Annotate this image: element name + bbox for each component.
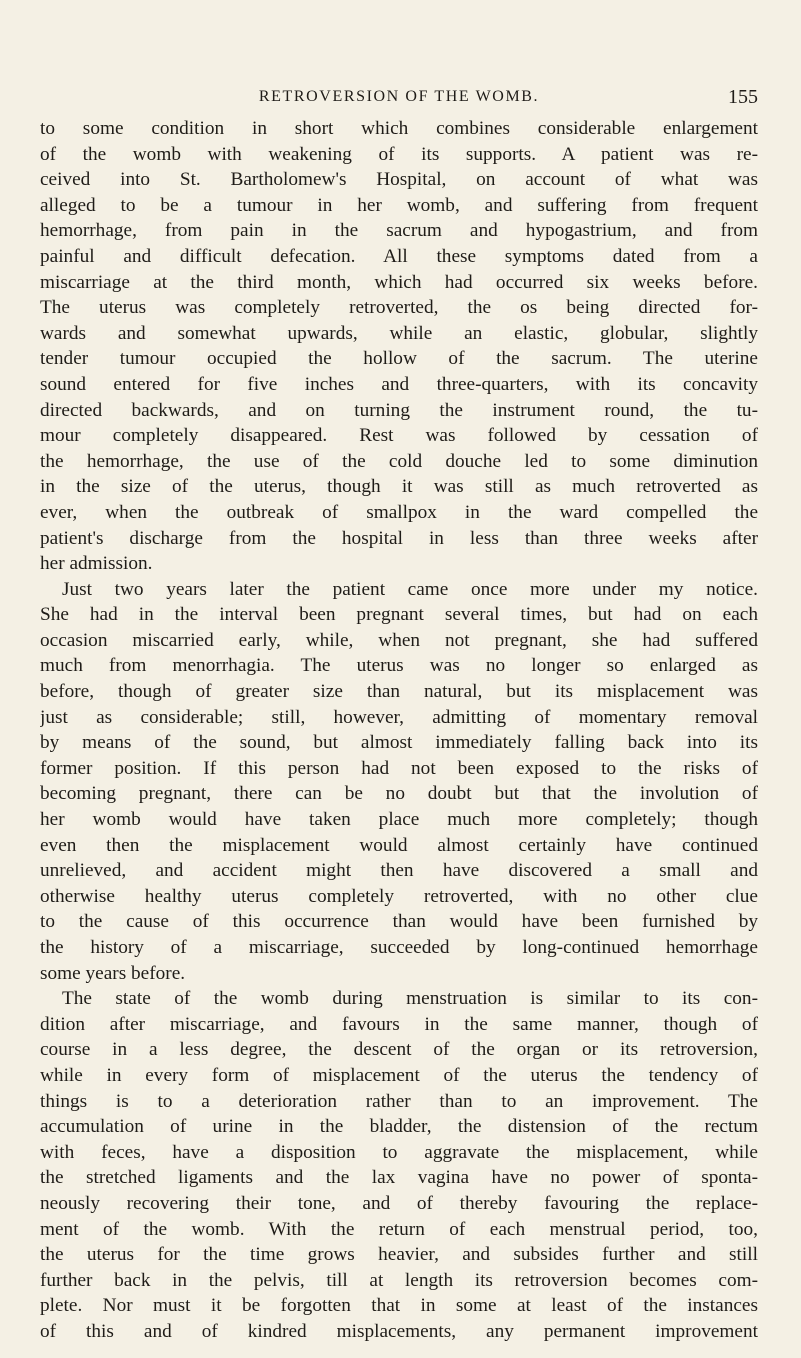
text-line: mour completely disappeared. Rest was followed by cessation of: [40, 425, 758, 447]
text-line: directed backwards, and on turning the instrument round, the tu-: [40, 399, 758, 421]
text-line: tender tumour occupied the hollow of the sacrum. The uterine: [40, 348, 758, 370]
text-line: hemorrhage, from pain in the sacrum and hypogastrium, and from: [40, 220, 758, 242]
text-line: further back in the pelvis, till at length its retroversion becomes com-: [40, 1269, 758, 1291]
text-line: dition after miscarriage, and favours in the same manner, though of: [40, 1013, 758, 1035]
text-line: the stretched ligaments and the lax vagina have no power of sponta-: [40, 1167, 758, 1189]
text-line: the history of a miscarriage, succeeded by long-continued hemorrhage: [40, 937, 758, 958]
text-line: ceived into St. Bartholomew's Hospital, on account of what was: [40, 169, 758, 191]
text-line: by means of the sound, but almost immediately falling back into its: [40, 732, 758, 754]
text-line: becoming pregnant, there can be no doubt but that the involution of: [40, 783, 758, 805]
text-line: occasion miscarried early, while, when not pregnant, she had suffered: [40, 629, 758, 651]
text-line: She had in the interval been pregnant several times, but had on each: [40, 604, 758, 626]
text-line: sound entered for five inches and three-quarters, with its concavity: [40, 373, 758, 395]
text-line: with feces, have a disposition to aggravate the misplacement, while: [40, 1141, 758, 1163]
running-title: RETROVERSION OF THE WOMB.: [258, 88, 540, 105]
text-line: the uterus for the time grows heavier, and subsides further and still: [40, 1244, 758, 1266]
text-line: ever, when the outbreak of smallpox in the ward compelled the: [40, 501, 758, 523]
text-line: Just two years later the patient came once more under my notice.: [62, 578, 758, 600]
text-line: accumulation of urine in the bladder, the distension of the rectum: [40, 1116, 758, 1138]
page-number: 155: [728, 86, 758, 108]
text-line: former position. If this person had not been exposed to the risks of: [40, 757, 758, 779]
text-line: just as considerable; still, however, admitting of momentary removal: [40, 706, 758, 728]
text-line: The uterus was completely retroverted, the os being directed for-: [40, 297, 758, 319]
text-line: to the cause of this occurrence than would have been furnished by: [40, 911, 758, 933]
text-line: her womb would have taken place much more completely; though: [40, 809, 758, 831]
text-line: unrelieved, and accident might then have discovered a small and: [40, 860, 758, 882]
body-text: [40, 116, 758, 1345]
text-line: much from menorrhagia. The uterus was no longer so enlarged as: [40, 655, 758, 677]
text-line: before, though of greater size than natural, but its misplacement was: [40, 681, 758, 703]
text-line: otherwise healthy uterus completely retroverted, with no other clue: [40, 885, 758, 907]
text-line: of this and of kindred misplacements, any permanent improvement: [40, 1320, 758, 1342]
text-line: wards and somewhat upwards, while an elastic, globular, slightly: [40, 322, 758, 344]
text-line: even then the misplacement would almost certainly have continued: [40, 834, 758, 856]
text-line: her admission.: [40, 553, 153, 575]
text-line: painful and difficult defecation. All these symptoms dated from a: [40, 245, 758, 267]
text-line: in the size of the uterus, though it was still as much retroverted as: [40, 476, 758, 498]
text-line: to some condition in short which combines considerable enlargement: [40, 118, 758, 139]
text-line: alleged to be a tumour in her womb, and suffering from frequent: [40, 194, 758, 216]
text-line: patient's discharge from the hospital in less than three weeks after: [40, 527, 758, 549]
page-header: [40, 86, 758, 112]
text-line: while in every form of misplacement of the uterus the tendency of: [40, 1064, 758, 1086]
text-line: plete. Nor must it be forgotten that in some at least of the instances: [40, 1295, 758, 1317]
text-line: neously recovering their tone, and of thereby favouring the replace-: [40, 1192, 758, 1214]
text-line: things is to a deterioration rather than to an improvement. The: [40, 1090, 758, 1112]
text-line: The state of the womb during menstruation is similar to its con-: [62, 988, 758, 1010]
text-line: the hemorrhage, the use of the cold douche led to some diminution: [40, 450, 758, 472]
text-line: miscarriage at the third month, which had occurred six weeks before.: [40, 271, 758, 293]
text-line: ment of the womb. With the return of each menstrual period, too,: [40, 1218, 758, 1240]
text-line: course in a less degree, the descent of the organ or its retroversion,: [40, 1039, 758, 1061]
text-line: of the womb with weakening of its supports. A patient was re-: [40, 143, 758, 165]
text-line: some years before.: [40, 962, 186, 984]
